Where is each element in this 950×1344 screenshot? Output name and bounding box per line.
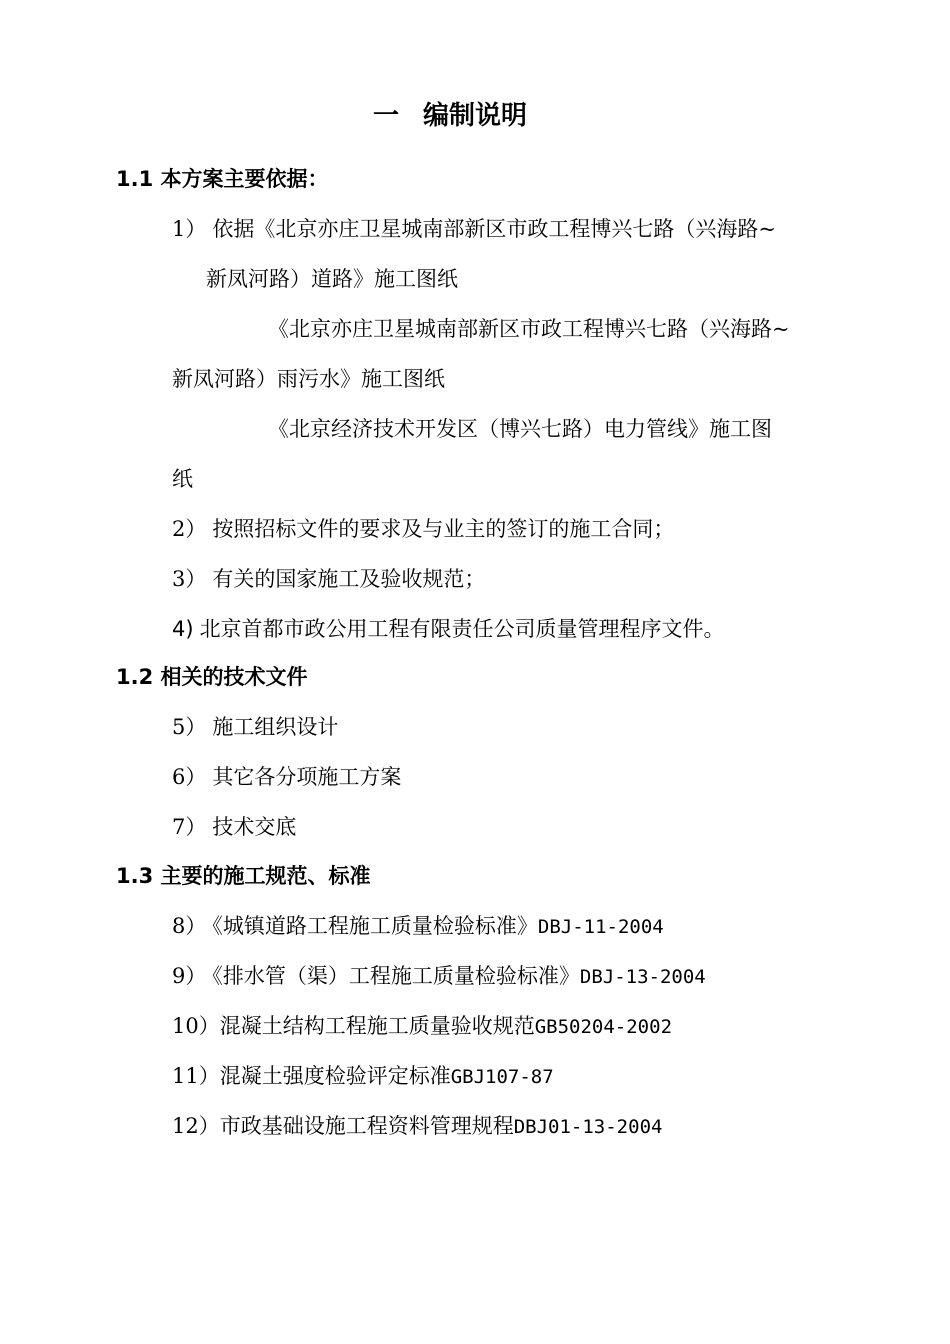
page-title [0,96,950,136]
standard-code: DBJ01-13-2004 [513,1116,663,1138]
item-text: 技术交底 [212,815,297,839]
chapter-number: 一 [372,101,399,131]
list-item-5 [172,712,338,742]
list-item-3 [172,564,485,594]
item-number: 12） [172,1114,220,1138]
item-text: 有关的国家施工及验收规范； [212,567,486,591]
list-item-7 [172,812,296,842]
list-item-2 [172,514,674,544]
list-item-12 [172,1111,662,1142]
list-item-10 [172,1011,672,1042]
item-number: 8） [172,914,207,938]
item-number: 2） [172,517,207,541]
list-item-9 [172,961,706,992]
list-item-1 [172,214,776,244]
item-number: 7） [172,815,207,839]
item-text: 北京首都市政公用工程有限责任公司质量管理程序文件。 [199,617,725,641]
item-number: 3） [172,567,207,591]
item-number: 5） [172,715,207,739]
item-number: 1） [172,217,207,241]
section-heading-1-1: 1.1 本方案主要依据： [116,167,329,191]
item-number: 9） [172,964,207,988]
item-text: 《排水管（渠）工程施工质量检验标准》 [212,964,580,988]
item-text: 混凝土结构工程施工质量验收规范 [219,1014,535,1038]
chapter-title: 编制说明 [423,101,528,131]
item-text: 市政基础设施工程资料管理规程 [219,1114,514,1138]
item-text: 按照招标文件的要求及与业主的签订的施工合同； [212,517,675,541]
list-item-1-cont-3: 新凤河路）雨污水》施工图纸 [172,367,445,391]
list-item-1-cont-2: 《北京亦庄卫星城南部新区市政工程博兴七路（兴海路~ [268,317,790,341]
item-text: 《城镇道路工程施工质量检验标准》 [212,914,538,938]
standard-code: GBJ107-87 [450,1066,554,1088]
item-text: 施工组织设计 [212,715,339,739]
list-item-6 [172,762,401,792]
list-item-8 [172,911,664,942]
item-text: 混凝土强度检验评定标准 [219,1064,451,1088]
standard-code: DBJ-11-2004 [537,916,664,938]
list-item-1-cont-5: 纸 [172,467,193,491]
standard-code: GB50204-2002 [534,1016,673,1038]
section-heading-1-3: 1.3 主要的施工规范、标准 [116,864,371,888]
standard-code: DBJ-13-2004 [579,966,706,988]
item-number: 4) [172,617,194,641]
list-item-1-cont-1: 新凤河路）道路》施工图纸 [206,267,458,291]
list-item-11 [172,1061,554,1092]
list-item-1-cont-4: 《北京经济技术开发区（博兴七路）电力管线》施工图 [268,417,772,441]
item-number: 6） [172,765,207,789]
item-text: 依据《北京亦庄卫星城南部新区市政工程博兴七路（兴海路~ [212,217,776,241]
item-text: 其它各分项施工方案 [212,765,402,789]
item-number: 11） [172,1064,220,1088]
item-number: 10） [172,1014,220,1038]
list-item-4 [172,614,725,644]
section-heading-1-2: 1.2 相关的技术文件 [116,665,308,689]
